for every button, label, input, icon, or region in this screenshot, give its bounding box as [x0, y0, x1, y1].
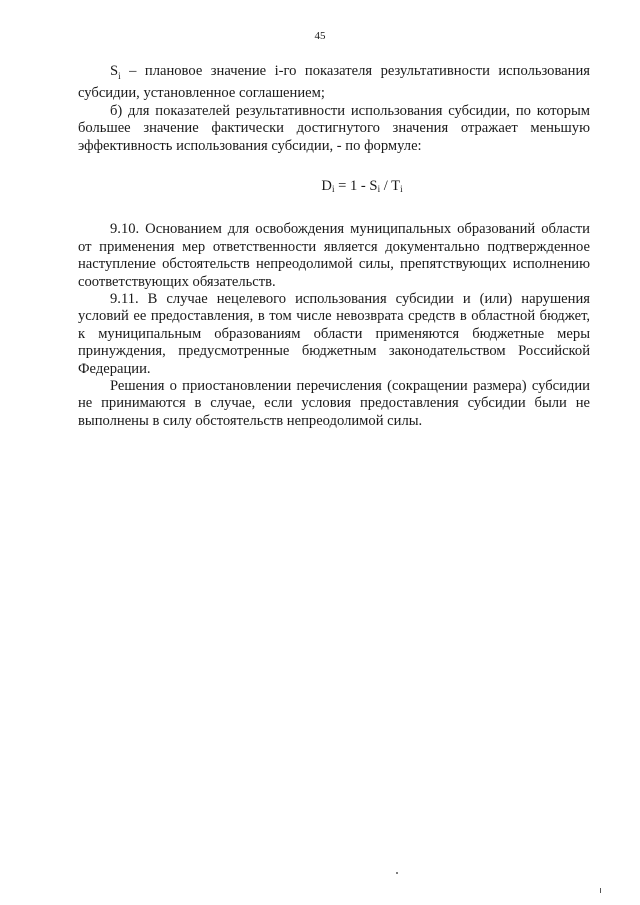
formula-eq: = 1 - S [334, 177, 378, 194]
paragraph-b: б) для показателей результативности использования субсидии, по которым большее значение фактически достигнутого значения отражает меньшую эффективность использования субсидии, - по формуле: [78, 102, 590, 154]
symbol-s-subscript: i [118, 70, 121, 81]
paragraph-9-11: 9.11. В случае нецелевого использования субсидии и (или) нарушения условий ее предоставления, в том числе невозврата средств в областной бюджет, к муниципальным образованиям области применяются бюджетные меры принуждения, предусмотренные бюджетным законодательством Российской Федерации. [78, 290, 590, 377]
paragraph-s-definition [78, 63, 590, 103]
paragraph-decisions: Решения о приостановлении перечисления (сокращении размера) субсидии не принимаются в случае, если условия предоставления субсидии были не выполнены в силу обстоятельств непреодолимой силы. [78, 378, 590, 429]
formula-s-subscript: i [377, 183, 381, 194]
scan-speck [600, 888, 601, 893]
formula-d: D [321, 177, 332, 194]
symbol-s: S [110, 63, 119, 79]
scan-speck [396, 872, 398, 874]
formula [78, 178, 590, 198]
page-number: 45 [314, 30, 326, 42]
s-definition-text: – плановое значение i-го показателя результативности использования субсидии, установленное соглашением; [78, 63, 590, 102]
formula-div: / T [380, 177, 401, 194]
document-body [78, 63, 590, 430]
formula-d-subscript: i [331, 183, 335, 194]
paragraph-9-10: 9.10. Основанием для освобождения муниципальных образований области от применения мер ответственности является документально подтвержденное наступление обстоятельств непреодолимой силы, препятствующих исполнению соответствующих обязательств. [78, 221, 590, 290]
formula-t-subscript: i [400, 183, 403, 194]
